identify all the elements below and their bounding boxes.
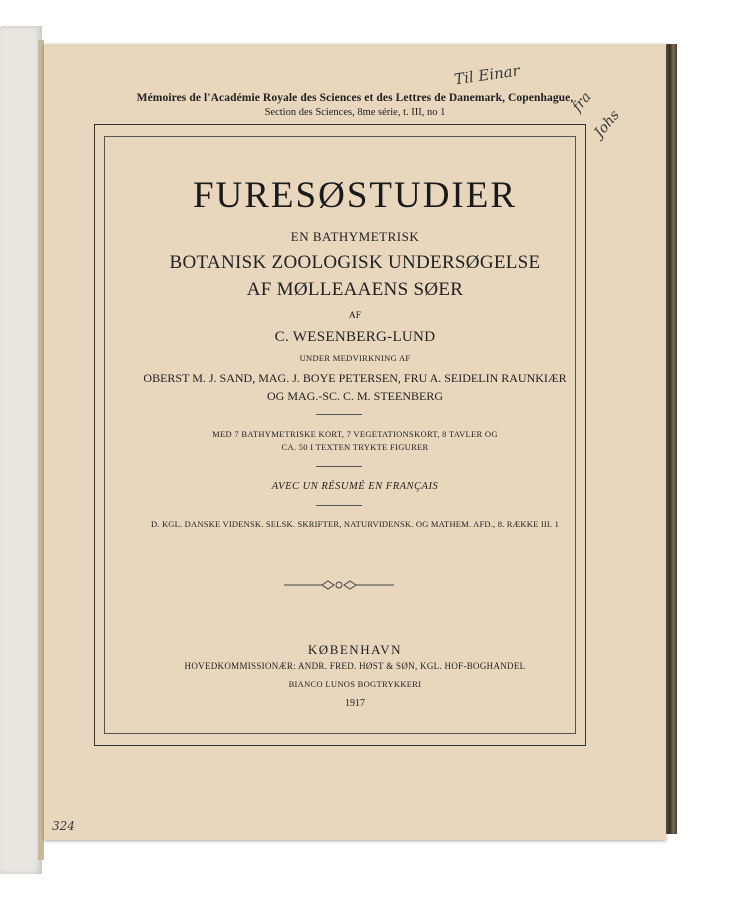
handwritten-shelfmark: 324 <box>52 819 75 833</box>
subtitle-2: BOTANISK ZOOLOGISK UNDERSØGELSE <box>169 252 541 273</box>
imprint-year: 1917 <box>345 698 365 709</box>
collaboration-label: UNDER MEDVIRKNING AF <box>299 353 411 363</box>
divider <box>316 414 362 415</box>
contents-line-2: CA. 50 I TEXTEN TRYKTE FIGURER <box>281 442 429 452</box>
book-spine <box>665 44 677 834</box>
series-line: Mémoires de l'Académie Royale des Sciences et des Lettres de Danemark, Copenhague, <box>136 92 574 104</box>
handwritten-dedication-1: Til Einar <box>453 61 521 89</box>
ornament-icon <box>284 578 394 592</box>
collaborators-line-2: OG MAG.-SC. C. M. STEENBERG <box>266 389 443 403</box>
imprint-city: KØBENHAVN <box>307 642 403 657</box>
facing-page <box>0 26 42 874</box>
divider <box>316 466 362 467</box>
imprint-publisher: HOVEDKOMMISSIONÆR: ANDR. FRED. HØST & SØN, KGL. HOF-BOGHANDEL <box>184 661 526 671</box>
subtitle-3: AF MØLLEAAENS SØER <box>246 279 464 300</box>
subtitle-1: EN BATHYMETRISK <box>290 229 420 244</box>
divider <box>316 505 362 506</box>
main-title: FURESØSTUDIER <box>192 175 518 216</box>
resume-note: AVEC UN RÉSUMÉ EN FRANÇAIS <box>271 481 439 492</box>
handwritten-dedication-3: Johs <box>591 107 623 141</box>
author-name: C. WESENBERG-LUND <box>274 329 436 345</box>
title-page <box>44 44 666 840</box>
handwritten-dedication-2: fra <box>569 89 595 115</box>
series-subline: Section des Sciences, 8me série, t. III, no 1 <box>264 107 446 118</box>
collaborators-line-1: OBERST M. J. SAND, MAG. J. BOYE PETERSEN, FRU A. SEIDELIN RAUNKIÆR <box>143 371 567 385</box>
by-label: AF <box>348 311 362 321</box>
imprint-printer: BIANCO LUNOS BOGTRYKKERI <box>288 679 422 689</box>
series-reference: D. KGL. DANSKE VIDENSK. SELSK. SKRIFTER, NATURVIDENSK. OG MATHEM. AFD., 8. RÆKKE III. 1 <box>150 519 560 529</box>
contents-line-1: MED 7 BATHYMETRISKE KORT, 7 VEGETATIONSKORT, 8 TAVLER OG <box>212 429 498 439</box>
